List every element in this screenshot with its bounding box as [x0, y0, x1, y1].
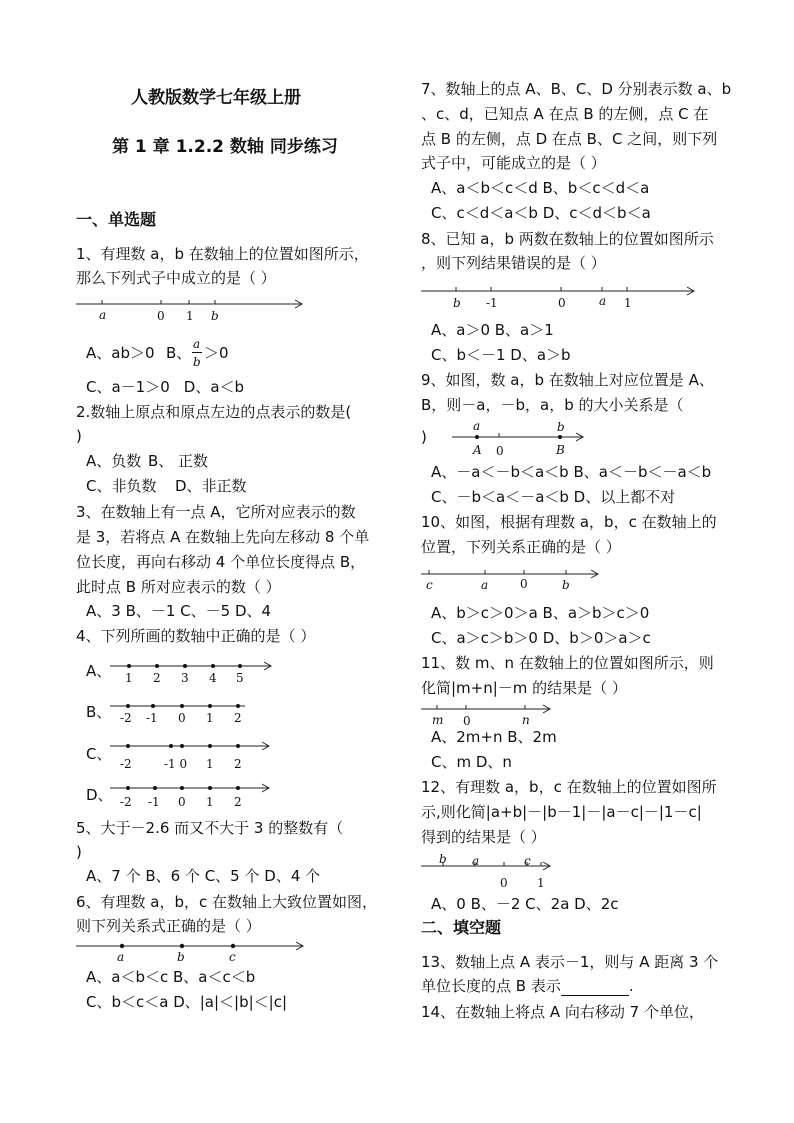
q9-line1: 9、如图，数 a，b 在数轴上对应位置是 A、 — [421, 371, 714, 389]
q1-axis-0: 0 — [157, 309, 165, 323]
document-title: 人教版数学七年级上册 — [131, 88, 301, 108]
q10-axis-b: b — [562, 578, 570, 592]
q12-line2: 示,则化简|a+b|－|b－1|－|a－c|－|1－c| — [421, 803, 702, 821]
q4-option-b-label: B、 — [86, 703, 112, 721]
q9-options-ab: A、－a＜－b＜a＜b B、a＜－b＜－a＜b — [431, 463, 712, 481]
q9-axis-a: a — [473, 419, 481, 433]
q11-line2: 化简|m+n|－m 的结果是（ ） — [421, 679, 627, 697]
q10-options-cd: C、a＞c＞b＞0 D、b＞0＞a＞c — [431, 629, 651, 647]
q8-axis-0: 0 — [558, 296, 566, 310]
q4-number-line-a — [110, 658, 275, 674]
q7-line1: 7、数轴上的点 A、B、C、D 分别表示数 a、b — [421, 80, 732, 98]
q2-option-c: C、非负数 — [86, 477, 157, 495]
q13-line1: 13、数轴上点 A 表示－1，则与 A 距离 3 个 — [421, 953, 719, 971]
q13-line2-end: . — [628, 977, 634, 995]
q4-option-d-label: D、 — [86, 786, 113, 804]
q11-axis-0: 0 — [463, 714, 471, 728]
q8-axis-minus1: -1 — [486, 296, 498, 310]
q6-number-line — [76, 938, 311, 954]
q9-axis-b: b — [557, 420, 565, 434]
q10-axis-0: 0 — [520, 577, 528, 591]
q6-line1: 6、有理数 a，b，c 在数轴上大致位置如图， — [76, 893, 378, 911]
q3-line3: 位长度，再向右移动 4 个单位长度得点 B， — [76, 553, 366, 571]
q4-b-tick: 2 — [234, 711, 242, 725]
q1-option-cd — [86, 377, 244, 397]
q1-option-b-prefix: B、 — [166, 344, 192, 362]
q1-axis-a: a — [99, 308, 107, 322]
q4-b-tick: 1 — [206, 711, 214, 725]
q1-option-b-suffix: ＞0 — [204, 344, 229, 362]
q13-answer-blank[interactable] — [561, 981, 629, 996]
q10-line1: 10、如图，根据有理数 a，b，c 在数轴上的 — [421, 513, 717, 531]
q11-options-ab: A、2m+n B、2m — [431, 728, 557, 746]
q12-axis-1: 1 — [537, 876, 545, 890]
section-heading-single-choice: 一、单选题 — [76, 210, 157, 229]
q1-number-line — [76, 296, 316, 326]
q12-axis-b: b — [439, 852, 447, 866]
q10-axis-a: a — [481, 578, 489, 592]
q10-axis-c: c — [426, 578, 433, 592]
q2-line2: ) — [76, 427, 82, 445]
q6-axis-b: b — [177, 950, 185, 964]
q13-line2 — [421, 976, 634, 996]
q5-line2: ) — [76, 843, 82, 861]
q9-axis-point-b: B — [556, 443, 565, 457]
q12-line1: 12、有理数 a，b，c 在数轴上的位置如图所 — [421, 778, 717, 796]
q11-options-cd: C、m D、n — [431, 753, 512, 771]
q9-axis-0: 0 — [496, 444, 504, 458]
q4-c-tick: -2 — [120, 757, 132, 771]
q2-option-d: D、非正数 — [175, 477, 247, 495]
q9-axis-point-a: A — [473, 443, 482, 457]
q8-options-ab: A、a＞0 B、a＞1 — [431, 321, 554, 339]
q10-number-line — [421, 566, 606, 582]
q7-line2: 、c、d，已知点 A 在点 B 的左侧，点 C 在 — [421, 105, 709, 123]
q4-a-tick: 4 — [209, 671, 217, 685]
q2-line1: 2.数轴上原点和原点左边的点表示的数是( — [76, 403, 352, 421]
q8-axis-a: a — [599, 294, 607, 308]
q4-b-tick: -1 — [146, 711, 158, 725]
q9-options-cd: C、－b＜a＜－a＜b D、以上都不对 — [431, 488, 676, 506]
q4-line1: 4、下列所画的数轴中正确的是（ ） — [76, 627, 316, 645]
q6-axis-c: c — [229, 950, 236, 964]
q12-line3: 得到的结果是（ ） — [421, 828, 546, 846]
q13-line2-text: 单位长度的点 B 表示 — [421, 977, 561, 995]
q12-axis-c: c — [524, 854, 531, 868]
q1-option-d: D、a＜b — [183, 378, 245, 396]
q8-options-cd: C、b＜－1 D、a＞b — [431, 346, 571, 364]
q8-axis-b: b — [453, 296, 461, 310]
q3-line1: 3、在数轴上有一点 A，它所对应表示的数 — [76, 503, 356, 521]
q6-axis-a: a — [117, 950, 125, 964]
q1-line1: 1、有理数 a，b 在数轴上的位置如图所示， — [76, 245, 369, 263]
q9-line3: ) — [421, 428, 427, 446]
q8-line1: 8、已知 a，b 两数在数轴上的位置如图所示 — [421, 230, 714, 248]
q4-a-tick: 1 — [125, 671, 133, 685]
q2-option-b: B、 正数 — [148, 452, 209, 470]
q4-option-a-label: A、 — [86, 662, 112, 680]
q8-line2: ，则下列结果错误的是（ ） — [421, 254, 606, 272]
q4-d-tick: 0 — [178, 795, 186, 809]
q3-line2: 是 3，若将点 A 在数轴上先向左移动 8 个单 — [76, 528, 370, 546]
q5-options: A、7 个 B、6 个 C、5 个 D、4 个 — [86, 867, 321, 885]
q1-axis-1: 1 — [186, 309, 194, 323]
q2-option-a: A、负数 — [86, 452, 142, 470]
section-heading-fill-blank: 二、填空题 — [421, 918, 502, 937]
q7-line3: 点 B 的左侧，点 D 在点 B、C 之间，则下列 — [421, 130, 718, 148]
q1-option-a: A、ab＞0 — [86, 344, 155, 362]
q4-d-tick: 1 — [206, 795, 214, 809]
q14-line1: 14、在数轴上将点 A 向右移动 7 个单位， — [421, 1003, 704, 1021]
q4-c-tick: -1 0 — [164, 757, 188, 771]
q4-a-tick: 2 — [153, 671, 161, 685]
q1-option-c: C、a－1＞0 — [86, 378, 170, 396]
q12-axis-0: 0 — [500, 876, 508, 890]
q4-b-tick: 0 — [178, 711, 186, 725]
q6-options-cd: C、b＜c＜a D、|a|＜|b|＜|c| — [86, 993, 288, 1011]
q4-a-tick: 3 — [181, 671, 189, 685]
q3-options: A、3 B、－1 C、－5 D、4 — [86, 602, 272, 620]
q10-options-ab: A、b＞c＞0＞a B、a＞b＞c＞0 — [431, 604, 650, 622]
q10-line2: 位置，下列关系正确的是（ ） — [421, 538, 621, 556]
q4-c-tick: 1 — [206, 757, 214, 771]
q11-line1: 11、数 m、n 在数轴上的位置如图所示，则 — [421, 654, 714, 672]
q4-a-tick: 5 — [236, 671, 244, 685]
q4-d-tick: 2 — [234, 795, 242, 809]
q8-axis-1: 1 — [624, 296, 632, 310]
q4-option-c-label: C、 — [86, 745, 112, 763]
q6-options-ab: A、a＜b＜c B、a＜c＜b — [86, 968, 256, 986]
q4-number-line-c — [110, 738, 275, 754]
q1-option-b-numerator: a — [193, 337, 201, 351]
q7-options-ab: A、a＜b＜c＜d B、b＜c＜d＜a — [431, 179, 650, 197]
q7-options-cd: C、c＜d＜a＜b D、c＜d＜b＜a — [431, 204, 651, 222]
q4-number-line-d — [110, 780, 275, 796]
q1-line2: 那么下列式子中成立的是（ ） — [76, 269, 276, 287]
q6-line2: 则下列关系式正确的是（ ） — [76, 917, 261, 935]
q3-line4: 此时点 B 所对应表示的数（ ） — [76, 578, 281, 596]
q4-d-tick: -2 — [120, 795, 132, 809]
q11-axis-n: n — [522, 713, 530, 727]
q7-line4: 式子中，可能成立的是（ ） — [421, 154, 606, 172]
q1-option-b-denominator: b — [193, 355, 201, 369]
q4-b-tick: -2 — [120, 711, 132, 725]
q12-axis-a: a — [472, 854, 480, 868]
document-subtitle: 第 1 章 1.2.2 数轴 同步练习 — [112, 137, 338, 157]
q12-options: A、0 B、－2 C、2a D、2c — [431, 895, 619, 913]
q5-line1: 5、大于－2.6 而又不大于 3 的整数有（ — [76, 819, 344, 837]
q4-d-tick: -1 — [148, 795, 160, 809]
q1-axis-b: b — [211, 309, 219, 323]
q4-c-tick: 2 — [234, 757, 242, 771]
q11-axis-m: m — [432, 713, 444, 727]
q9-line2: B，则－a，－b，a，b 的大小关系是（ — [421, 396, 684, 414]
